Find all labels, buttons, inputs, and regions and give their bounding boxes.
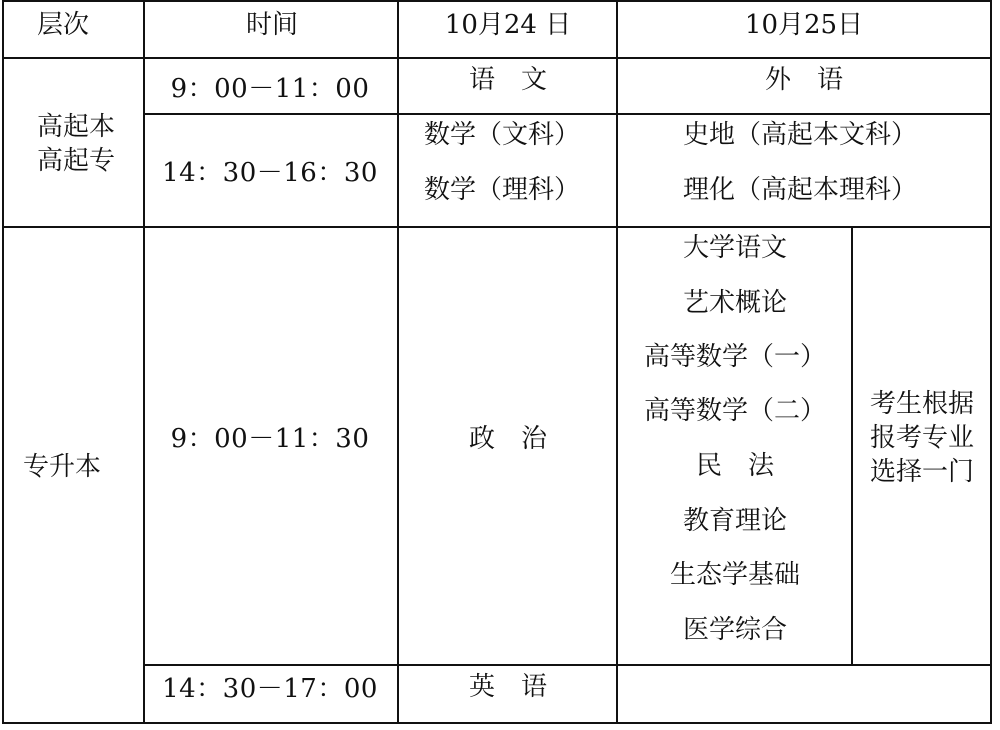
group2-afternoon-time: 14：30－17：00 — [162, 674, 378, 704]
subject-item: 艺术概论 — [682, 288, 788, 318]
subject-item: 医学综合 — [682, 615, 788, 645]
group2-level: 专升本 — [22, 452, 102, 482]
group1-day1-afternoon-1: 数学（文科） — [423, 120, 581, 150]
subject-item: 高等数学（二） — [643, 396, 827, 426]
group2-day1-morning: 政 治 — [468, 424, 548, 454]
group1-morning-time: 9：00－11：00 — [170, 74, 370, 104]
table-grid — [2, 0, 992, 724]
group2-morning-time: 9：00－11：30 — [170, 424, 370, 454]
subject-item: 教育理论 — [682, 506, 788, 536]
header-level: 层次 — [36, 10, 90, 40]
group2-day1-afternoon: 英 语 — [468, 672, 548, 702]
group1-afternoon-time: 14：30－16：30 — [162, 158, 378, 188]
subject-item: 民 法 — [695, 451, 775, 481]
subject-item: 大学语文 — [682, 233, 788, 263]
group1-level-line: 高起本 — [36, 112, 116, 142]
group1-day2-afternoon-1: 史地（高起本文科） — [682, 120, 918, 150]
header-day2: 10月25日 — [744, 10, 864, 40]
note-line: 报考专业 — [869, 423, 975, 453]
header-time: 时间 — [245, 10, 299, 40]
exam-schedule-table — [2, 0, 992, 724]
group1-level — [37, 110, 115, 178]
group1-day1-morning: 语 文 — [468, 65, 548, 95]
note-line: 考生根据 — [869, 389, 975, 419]
group1-day2-morning: 外 语 — [764, 65, 844, 95]
group1-day1-afternoon-2: 数学（理科） — [423, 175, 581, 205]
note-line: 选择一门 — [869, 457, 975, 487]
header-day1: 10月24 日 — [444, 10, 572, 40]
group1-level-line: 高起专 — [36, 146, 116, 176]
group2-day2-note — [870, 387, 974, 489]
subject-item: 生态学基础 — [669, 560, 801, 590]
group1-day2-afternoon-2: 理化（高起本理科） — [682, 175, 918, 205]
subject-item: 高等数学（一） — [643, 342, 827, 372]
